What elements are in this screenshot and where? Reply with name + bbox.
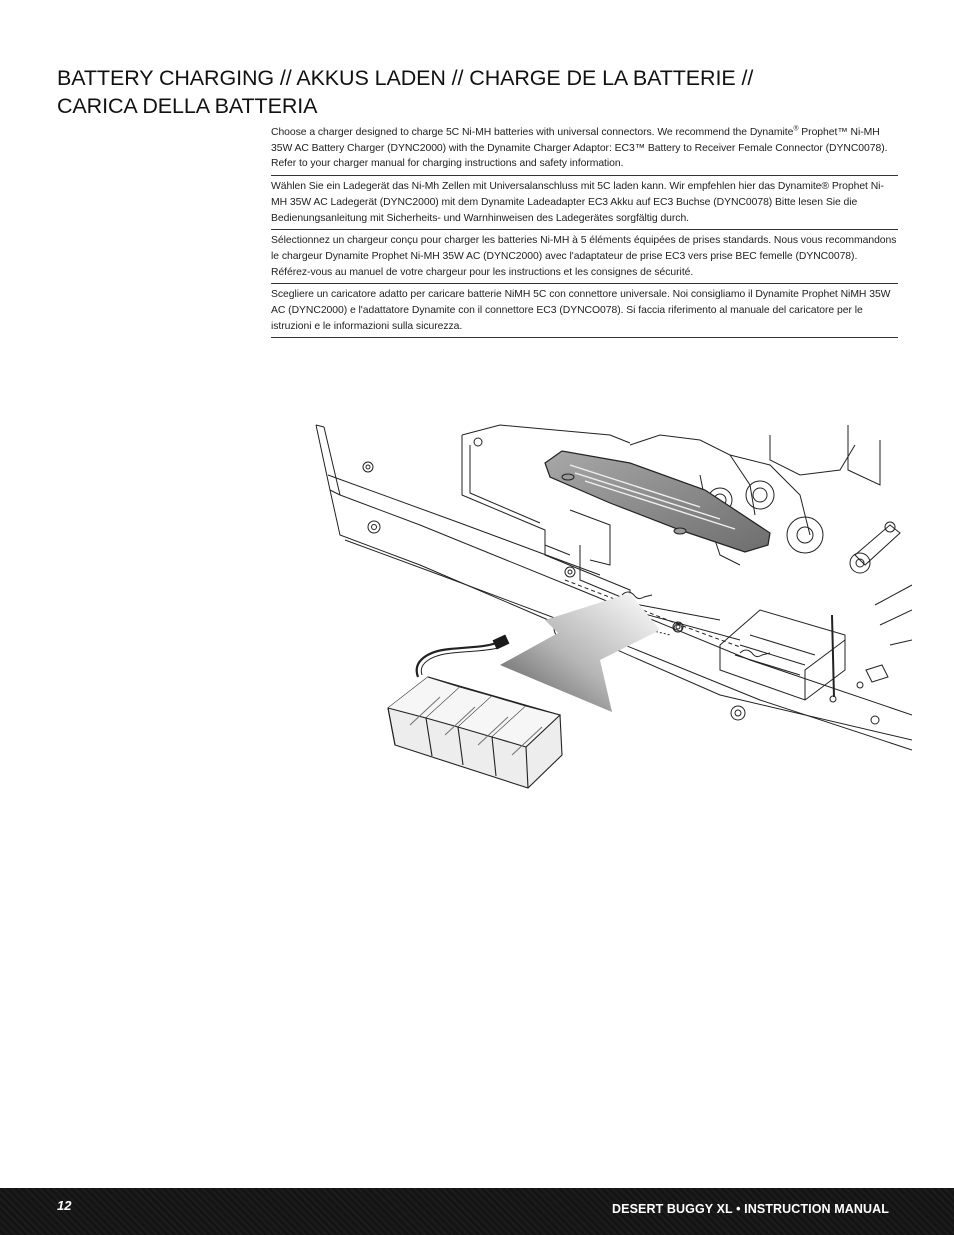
battery-removal-illustration [300, 415, 912, 805]
paragraph-english [271, 122, 898, 176]
page-title-line-1: BATTERY CHARGING // AKKUS LADEN // CHARGE DE LA BATTERIE // [57, 66, 754, 91]
paragraph-french: Sélectionnez un chargeur conçu pour charger les batteries Ni-MH à 5 éléments équipées de prises standards. Nous vous recommandons le chargeur Dynamite Prophet Ni-MH 35W AC (DYNC2000) avec l'adaptateur de prise EC3 vers prise BEC femelle (DYNC0078). Référez-vous au manuel de votre chargeur pour les instructions et les consignes de sécurité. [271, 230, 898, 284]
page-title [57, 64, 877, 120]
registered-mark: ® [793, 125, 799, 133]
paragraph-italian: Scegliere un caricatore adatto per caricare batterie NiMH 5C con connettore universale. Noi consigliamo il Dynamite Prophet NiMH 35W AC (DYNC2000) e l'adattatore Dynamite con il connettore EC3 (DYNCO078). Si faccia riferimento al manuale del caricatore per le istruzioni e le informazioni sulla sicurezza. [271, 284, 898, 338]
paragraph-german: Wählen Sie ein Ladegerät das Ni-Mh Zellen mit Universalanschluss mit 5C laden kann. Wir empfehlen hier das Dynamite® Prophet Ni-MH 35W AC Ladegerät (DYNC2000) mit dem Dynamite Ladeadapter EC3 Akku auf EC3 Buchse (DYNC0078) Bitte lesen Sie die Bedienungsanleitung mit Sicherheits- und Warnhinweisen des Ladegerätes sorgfältig durch. [271, 176, 898, 230]
battery-cover [545, 451, 770, 552]
paragraph-english-text-2: Prophet™ Ni-MH 35W AC Battery Charger (DYNC2000) with the Dynamite Charger Adaptor: EC3™ Battery to Receiver Female Connector (DYNC0078). Refer to your charger manual for charging instructions and safety information. [271, 127, 888, 170]
footer-manual-title: DESERT BUGGY XL • INSTRUCTION MANUAL [612, 1202, 889, 1216]
battery-connector [493, 635, 510, 650]
chassis-battery-drawing [300, 415, 912, 805]
page-title-line-2: CARICA DELLA BATTERIA [57, 94, 318, 119]
page-number: 12 [57, 1198, 72, 1213]
footer-bar [0, 1188, 954, 1235]
paragraph-english-text-1: Choose a charger designed to charge 5C Ni-MH batteries with universal connectors. We recommend the Dynamite [271, 127, 794, 138]
instructions-block [271, 122, 898, 338]
battery-pack [388, 677, 562, 788]
removal-arrow [500, 593, 660, 712]
